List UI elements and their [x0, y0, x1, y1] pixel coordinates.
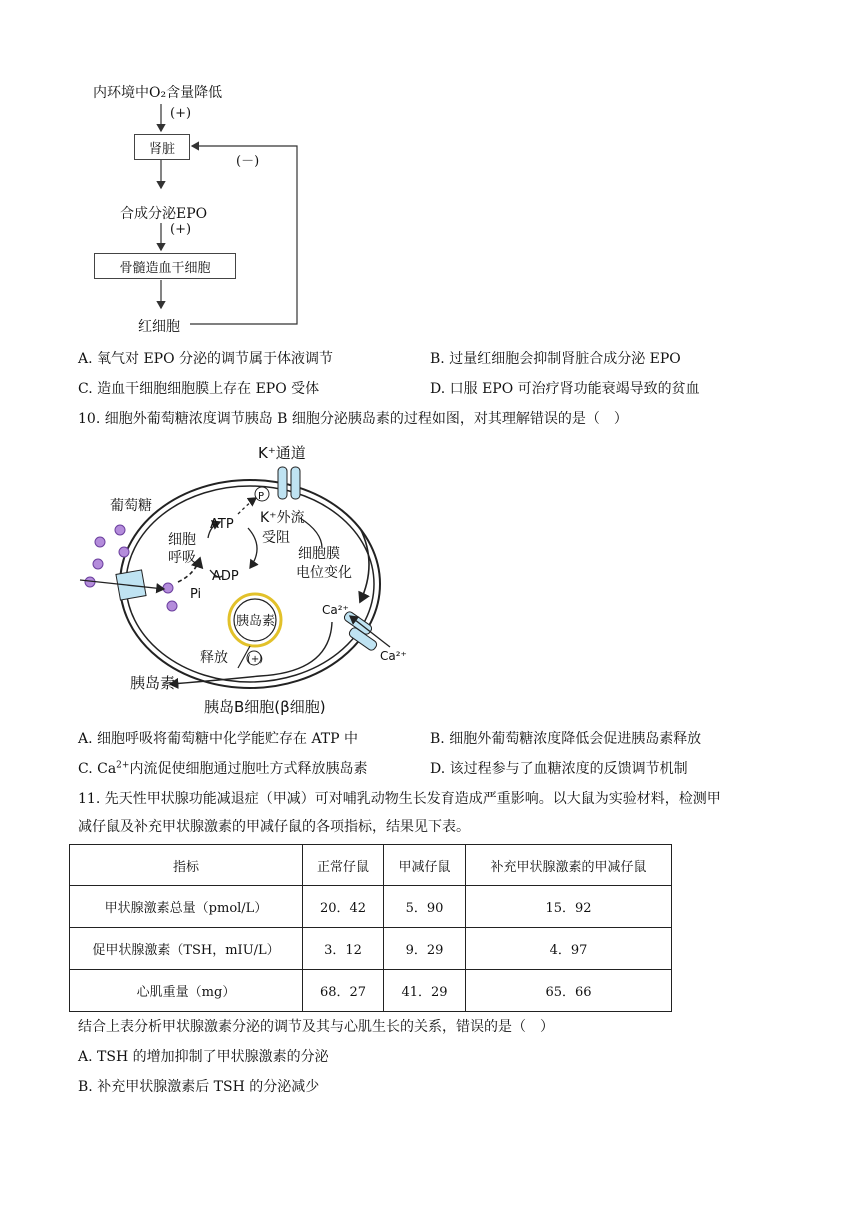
release-plus-label: (+): [247, 654, 264, 665]
resp-label-2: 呼吸: [168, 550, 196, 566]
flow-plus-label: (+): [170, 106, 192, 121]
ca-outside-label: Ca²⁺: [380, 649, 407, 663]
q10-option-d: D. 该过程参与了血糖浓度的反馈调节机制: [430, 761, 688, 777]
q10-option-a: A. 细胞呼吸将葡萄糖中化学能贮存在 ATP 中: [78, 731, 359, 747]
glucose-dot: [115, 525, 125, 535]
q11-question: 结合上表分析甲状腺激素分泌的调节及其与心肌生长的关系，错误的是（ ）: [78, 1019, 554, 1035]
table-header-row: [70, 845, 672, 886]
insulin-out-label: 胰岛素: [130, 674, 176, 692]
table-cell: 5．90: [384, 886, 466, 928]
glucose-dot: [167, 601, 177, 611]
beta-cell-figure: [60, 432, 460, 722]
table-header-cell: 补充甲状腺激素的甲减仔鼠: [466, 845, 672, 886]
k-out-label: K⁺外流: [260, 510, 305, 526]
table-header-cell: 正常仔鼠: [303, 845, 384, 886]
flow-rbc-label: 红细胞: [138, 319, 180, 335]
table-row: [70, 886, 672, 928]
kidney-label: 肾脏: [148, 141, 175, 157]
marrow-label: 骨髓造血干细胞: [119, 260, 211, 276]
atp-label: ATP: [210, 517, 234, 532]
k-channel-label: K⁺通道: [258, 444, 306, 462]
flow-top-label: 内环境中O₂含量降低: [93, 85, 223, 101]
table-cell: 促甲状腺激素（TSH，mIU/L）: [70, 928, 303, 970]
atp-channel-arrow: [238, 498, 256, 514]
atp-adp-arrow: [248, 528, 257, 568]
results-table: [69, 844, 672, 1012]
flow-synth-label: 合成分泌EPO: [120, 206, 208, 222]
table-cell: 心肌重量（mg）: [70, 970, 303, 1012]
k-blocked-label: 受阻: [262, 530, 290, 546]
table-cell: 65．66: [466, 970, 672, 1012]
q10-option-c-post: 内流促使细胞通过胞吐方式释放胰岛素: [129, 761, 368, 777]
q9-option-d: D. 口服 EPO 可治疗肾功能衰竭导致的贫血: [430, 381, 700, 397]
q10-option-c-pre: C. Ca: [78, 761, 117, 777]
table-header-cell: 指标: [70, 845, 303, 886]
table-header-cell: 甲减仔鼠: [384, 845, 466, 886]
flow-plus-label-2: (+): [170, 222, 192, 237]
membrane-label-1: 细胞膜: [298, 546, 340, 562]
pi-label: Pi: [190, 587, 202, 602]
q11-stem-line-2: 减仔鼠及补充甲状腺激素的甲减仔鼠的各项指标，结果见下表。: [78, 819, 470, 835]
membrane-label-2: 电位变化: [296, 565, 352, 581]
phosphate-label: P: [258, 491, 265, 502]
glucose-dot: [119, 547, 129, 557]
adp-label: ADP: [212, 569, 239, 584]
glucose-label: 葡萄糖: [110, 498, 152, 514]
glucose-dot: [93, 559, 103, 569]
q9-option-c: C. 造血干细胞细胞膜上存在 EPO 受体: [78, 381, 320, 397]
q11-option-a: A. TSH 的增加抑制了甲状腺激素的分泌: [78, 1049, 329, 1065]
glucose-dot: [95, 537, 105, 547]
feedback-arrow: [190, 146, 297, 324]
table-row: [70, 970, 672, 1012]
table-cell: 甲状腺激素总量（pmol/L）: [70, 886, 303, 928]
table-cell: 3．12: [303, 928, 384, 970]
flow-arrows: [0, 0, 860, 340]
k-channel-right: [291, 467, 300, 499]
q10-option-c-sup: 2+: [116, 760, 130, 771]
ca-inside-label: Ca²⁺: [322, 603, 349, 617]
q9-option-b: B. 过量红细胞会抑制肾脏合成分泌 EPO: [430, 351, 681, 367]
q10-stem: 10. 细胞外葡萄糖浓度调节胰岛 B 细胞分泌胰岛素的过程如图，对其理解错误的是（ ）: [78, 411, 628, 427]
q9-option-a: A. 氧气对 EPO 分泌的调节属于体液调节: [78, 351, 334, 367]
table-cell: 68．27: [303, 970, 384, 1012]
release-label: 释放: [200, 650, 228, 666]
q11-stem-line-1: 11. 先天性甲状腺功能减退症（甲减）可对哺乳动物生长发育造成严重影响。以大鼠为实验材料，检测甲: [78, 791, 721, 807]
resp-label-1: 细胞: [168, 532, 196, 548]
q10-option-c: [78, 758, 367, 778]
table-cell: 4．97: [466, 928, 672, 970]
q10-option-b: B. 细胞外葡萄糖浓度降低会促进胰岛素释放: [430, 731, 702, 747]
table-row: [70, 928, 672, 970]
table-cell: 41．29: [384, 970, 466, 1012]
flow-minus-label: (－): [236, 154, 260, 169]
k-channel-left: [278, 467, 287, 499]
table-cell: 20．42: [303, 886, 384, 928]
cell-label: 胰岛B细胞(β细胞): [204, 698, 326, 716]
insulin-vesicle-label: 胰岛素: [236, 614, 276, 629]
glucose-dot: [163, 583, 173, 593]
table-cell: 15．92: [466, 886, 672, 928]
table-cell: 9．29: [384, 928, 466, 970]
q11-option-b: B. 补充甲状腺激素后 TSH 的分泌减少: [78, 1079, 320, 1095]
